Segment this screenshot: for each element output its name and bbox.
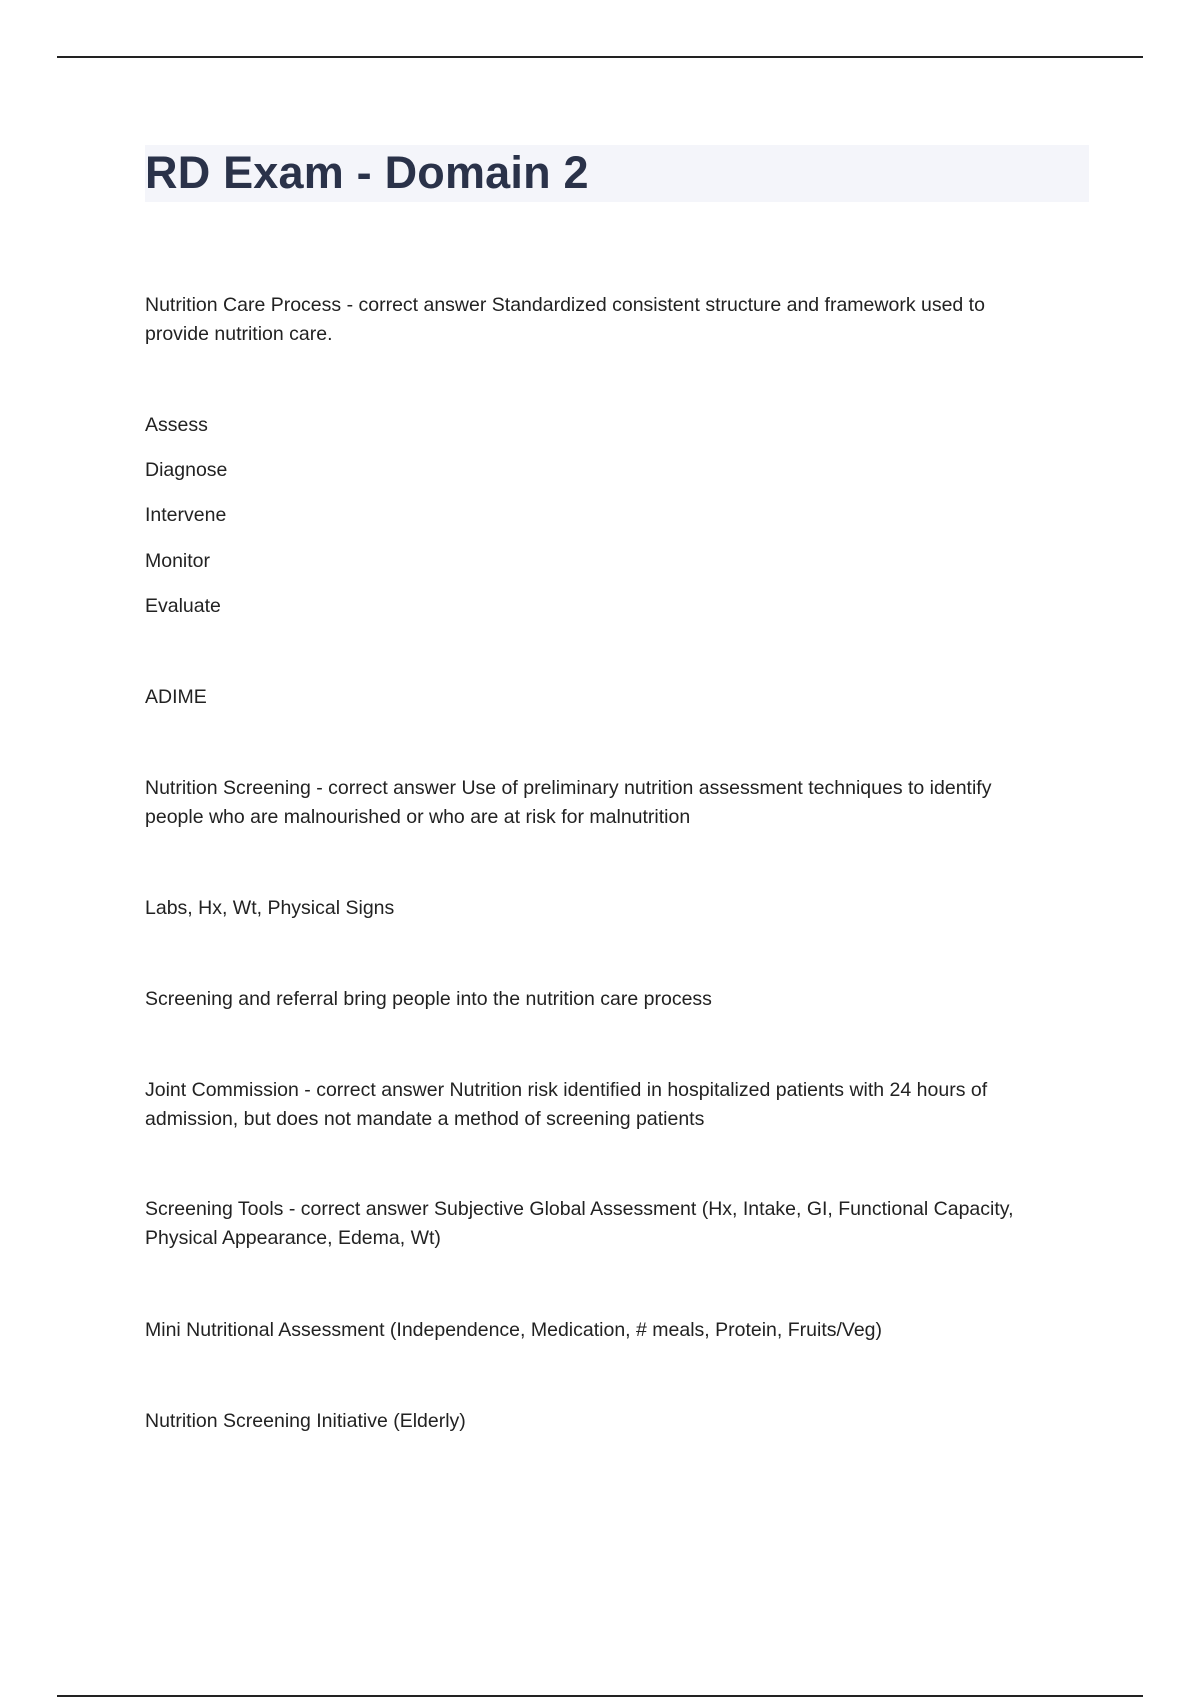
entry-nutrition-screening: Nutrition Screening - correct answer Use of preliminary nutrition assessment techniques to identify people who are malnourished or who are at risk for malnutrition (145, 777, 992, 828)
entry-diagnose: Diagnose (145, 459, 228, 481)
entry-monitor: Monitor (145, 550, 211, 572)
entry-assess: Assess (145, 414, 208, 436)
entry-nutrition-care-process: Nutrition Care Process - correct answer Standardized consistent structure and framework used to provide nutrition care. (145, 294, 985, 345)
entry-screening-tools: Screening Tools - correct answer Subjective Global Assessment (Hx, Intake, GI, Functional Capacity, Physical Appearance, Edema, Wt) (145, 1198, 1014, 1249)
entry-labs: Labs, Hx, Wt, Physical Signs (145, 897, 395, 919)
document-title: RD Exam - Domain 2 (145, 147, 589, 198)
entry-adime: ADIME (145, 686, 207, 708)
bottom-rule (57, 1695, 1143, 1697)
entry-screening-referral: Screening and referral bring people into the nutrition care process (145, 988, 712, 1010)
top-rule (57, 56, 1143, 58)
entry-intervene: Intervene (145, 504, 227, 526)
entry-mini-nutritional-assessment: Mini Nutritional Assessment (Independence, Medication, # meals, Protein, Fruits/Veg) (145, 1319, 883, 1341)
entry-nutrition-screening-initiative: Nutrition Screening Initiative (Elderly) (145, 1410, 466, 1432)
entry-evaluate: Evaluate (145, 595, 221, 617)
entry-joint-commission: Joint Commission - correct answer Nutrition risk identified in hospitalized patients with 24 hours of admission, but does not mandate a method of screening patients (145, 1079, 988, 1130)
